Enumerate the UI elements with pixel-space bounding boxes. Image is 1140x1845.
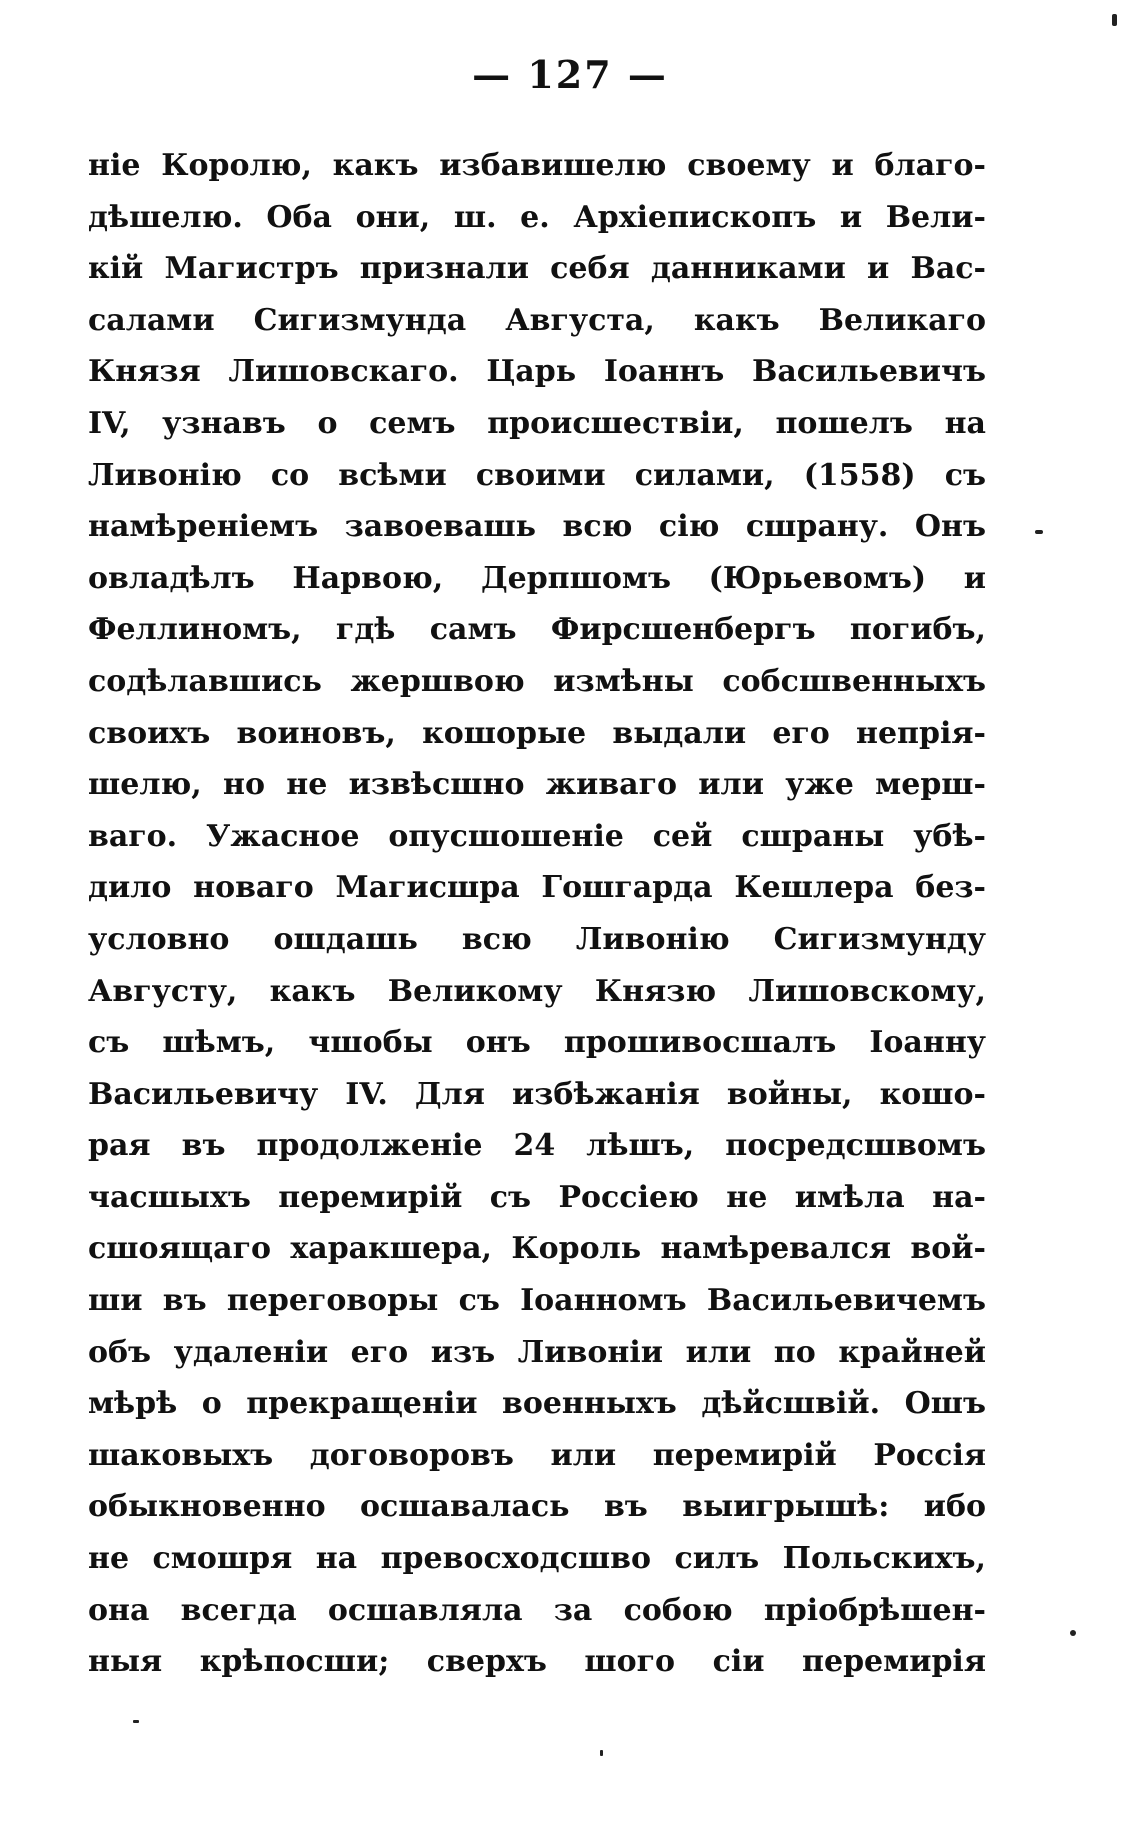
text-line: ши въ переговоры съ Іоанномъ Васильевичемъ (88, 1283, 986, 1319)
text-line: ваго. Ужасное опусшошеніе сей сшраны убѣ- (88, 818, 986, 854)
text-line: условно ошдашь всю Ливонію Сигизмунду (88, 921, 986, 957)
text-line: обыкновенно осшавалась въ выигрышѣ: ибо (88, 1489, 986, 1525)
text-line: ніе Королю, какъ избавишелю своему и благо- (88, 148, 986, 183)
text-line: Васильевичу IV. Для избѣжанія войны, кошо- (88, 1076, 986, 1112)
scan-speck (600, 1750, 603, 1756)
text-line: дило новаго Магисшра Гошгарда Кешлера без- (88, 870, 986, 906)
text-line: IV, узнавъ о семъ происшествіи, пошелъ на (88, 405, 986, 441)
page-number: — 127 — (472, 52, 668, 97)
text-line: дѣшелю. Оба они, ш. е. Архіепископъ и Вели- (88, 199, 986, 235)
body-text (88, 140, 986, 1688)
text-line: Августу, какъ Великому Князю Лишовскому, (88, 973, 986, 1009)
text-line: шаковыхъ договоровъ или перемирій Россія (88, 1437, 986, 1473)
text-line: не смошря на превосходсшво силъ Польскихъ, (88, 1541, 986, 1577)
text-line: съ шѣмъ, чшобы онъ прошивосшалъ Іоанну (88, 1025, 986, 1061)
text-line: объ удаленіи его изъ Ливоніи или по крайней (88, 1334, 986, 1370)
text-line: рая въ продолженіе 24 лѣшъ, посредсшвомъ (88, 1128, 986, 1164)
text-line: салами Сигизмунда Августа, какъ Великаго (88, 302, 986, 338)
text-line: сшоящаго харакшера, Король намѣревался вой- (88, 1231, 986, 1267)
text-line: часшыхъ перемирій съ Россіею не имѣла на- (88, 1179, 986, 1215)
text-line: она всегда осшавляла за собою пріобрѣшен- (88, 1592, 986, 1628)
scan-speck (133, 1720, 139, 1723)
text-line: Феллиномъ, гдѣ самъ Фирсшенбергъ погибъ, (88, 612, 986, 648)
text-line: содѣлавшись жершвою измѣны собсшвенныхъ (88, 663, 986, 699)
scan-speck (1035, 530, 1043, 534)
text-line: кій Магистръ признали себя данниками и Вас- (88, 251, 986, 287)
text-line: Ливонію со всѣми своими силами, (1558) съ (88, 457, 986, 493)
text-line: ныя крѣпосши; сверхъ шого сіи перемирія (88, 1644, 986, 1680)
text-line: овладѣлъ Нарвою, Дерпшомъ (Юрьевомъ) и (88, 560, 986, 596)
text-line: намѣреніемъ завоевашь всю сію сшрану. Онъ (88, 509, 986, 545)
scan-speck (1112, 14, 1117, 26)
text-line: Князя Лишовскаго. Царь Іоаннъ Васильевичъ (88, 354, 986, 390)
text-line: шелю, но не извѣсшно живаго или уже мерш- (88, 767, 986, 803)
text-line: мѣрѣ о прекращеніи военныхъ дѣйсшвій. Ошъ (88, 1386, 986, 1422)
text-line: своихъ воиновъ, кошорые выдали его непрія- (88, 715, 986, 751)
scan-speck (1070, 1630, 1076, 1636)
